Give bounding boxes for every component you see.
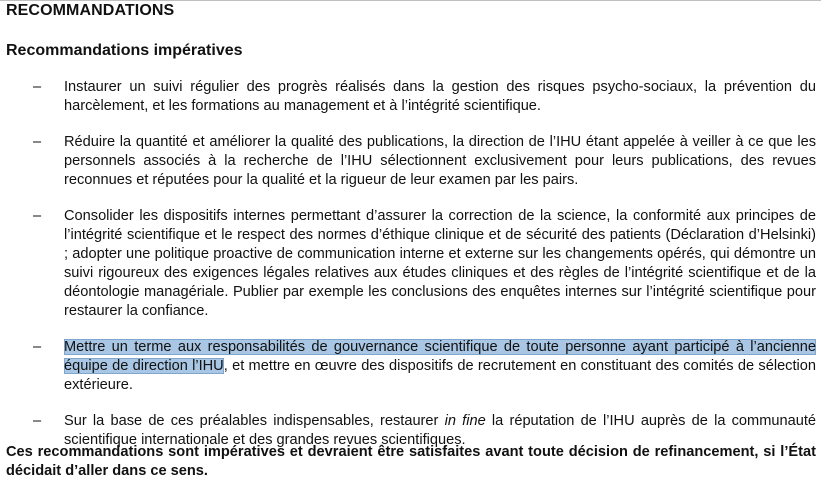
bullet-dash: – [33,208,42,224]
text-selection-highlight[interactable]: Mettre un terme aux responsabilités de gouvernance scientifique de toute personne ayant participé à l’ancienne équipe de direction l’IHU [64,339,816,374]
list-item [0,78,821,116]
conclusion-paragraph: Ces recommandations sont impératives et devraient être satisfaites avant toute décision de refinancement, si l’État décidait d’aller dans ce sens. [6,444,816,479]
list-item-text: la réputation de l’IHU auprès de la communauté scientifique internationale et des grandes revues scientifiques. [64,413,816,448]
recommendations-list [0,78,821,467]
bullet-dash: – [33,134,42,150]
subsection-heading: Recommandations impératives [6,42,243,59]
bullet-dash: – [33,413,42,429]
list-item-text: Réduire la quantité et améliorer la qualité des publications, la direction de l’IHU étant appelée à veiller à ce que les personnels associés à la recherche de l’IHU sélectionnent exclusivement pour leurs publications, des revues reconnues et réputées pour la qualité et la rigueur de leur examen par les pairs. [64,134,816,188]
bullet-dash: – [33,339,42,355]
list-item [0,207,821,321]
list-item-text: Consolider les dispositifs internes permettant d’assurer la correction de la science, la conformité aux principes de l’intégrité scientifique et le respect des normes d’éthique clinique et de sécurité des patients (Déclaration d’Helsinki) ; adopter une politique proactive de communication interne et externe sur les changements opérés, qui démontre un suivi rigoureux des exigences légales relatives aux études cliniques et des règles de l’intégrité scientifique et de la déontologie managériale. Publier par exemple les conclusions des enquêtes internes sur l’intégrité scientifique pour restaurer la confiance. [64,208,816,319]
list-item-text: , et mettre en œuvre des dispositifs de recrutement en constituant des comités de sélection extérieure. [64,358,817,393]
italic-phrase: in fine [444,413,486,429]
list-item-text: Sur la base de ces préalables indispensables, restaurer [64,413,445,429]
bullet-dash: – [33,79,42,95]
section-heading: RECOMMANDATIONS [6,2,175,19]
list-item [0,338,821,395]
list-item [0,133,821,190]
list-item-text: Instaurer un suivi régulier des progrès réalisés dans la gestion des risques psycho-sociaux, la prévention du harcèlement, et les formations au management et à l’intégrité scientifique. [64,79,816,114]
top-divider [0,0,821,1]
